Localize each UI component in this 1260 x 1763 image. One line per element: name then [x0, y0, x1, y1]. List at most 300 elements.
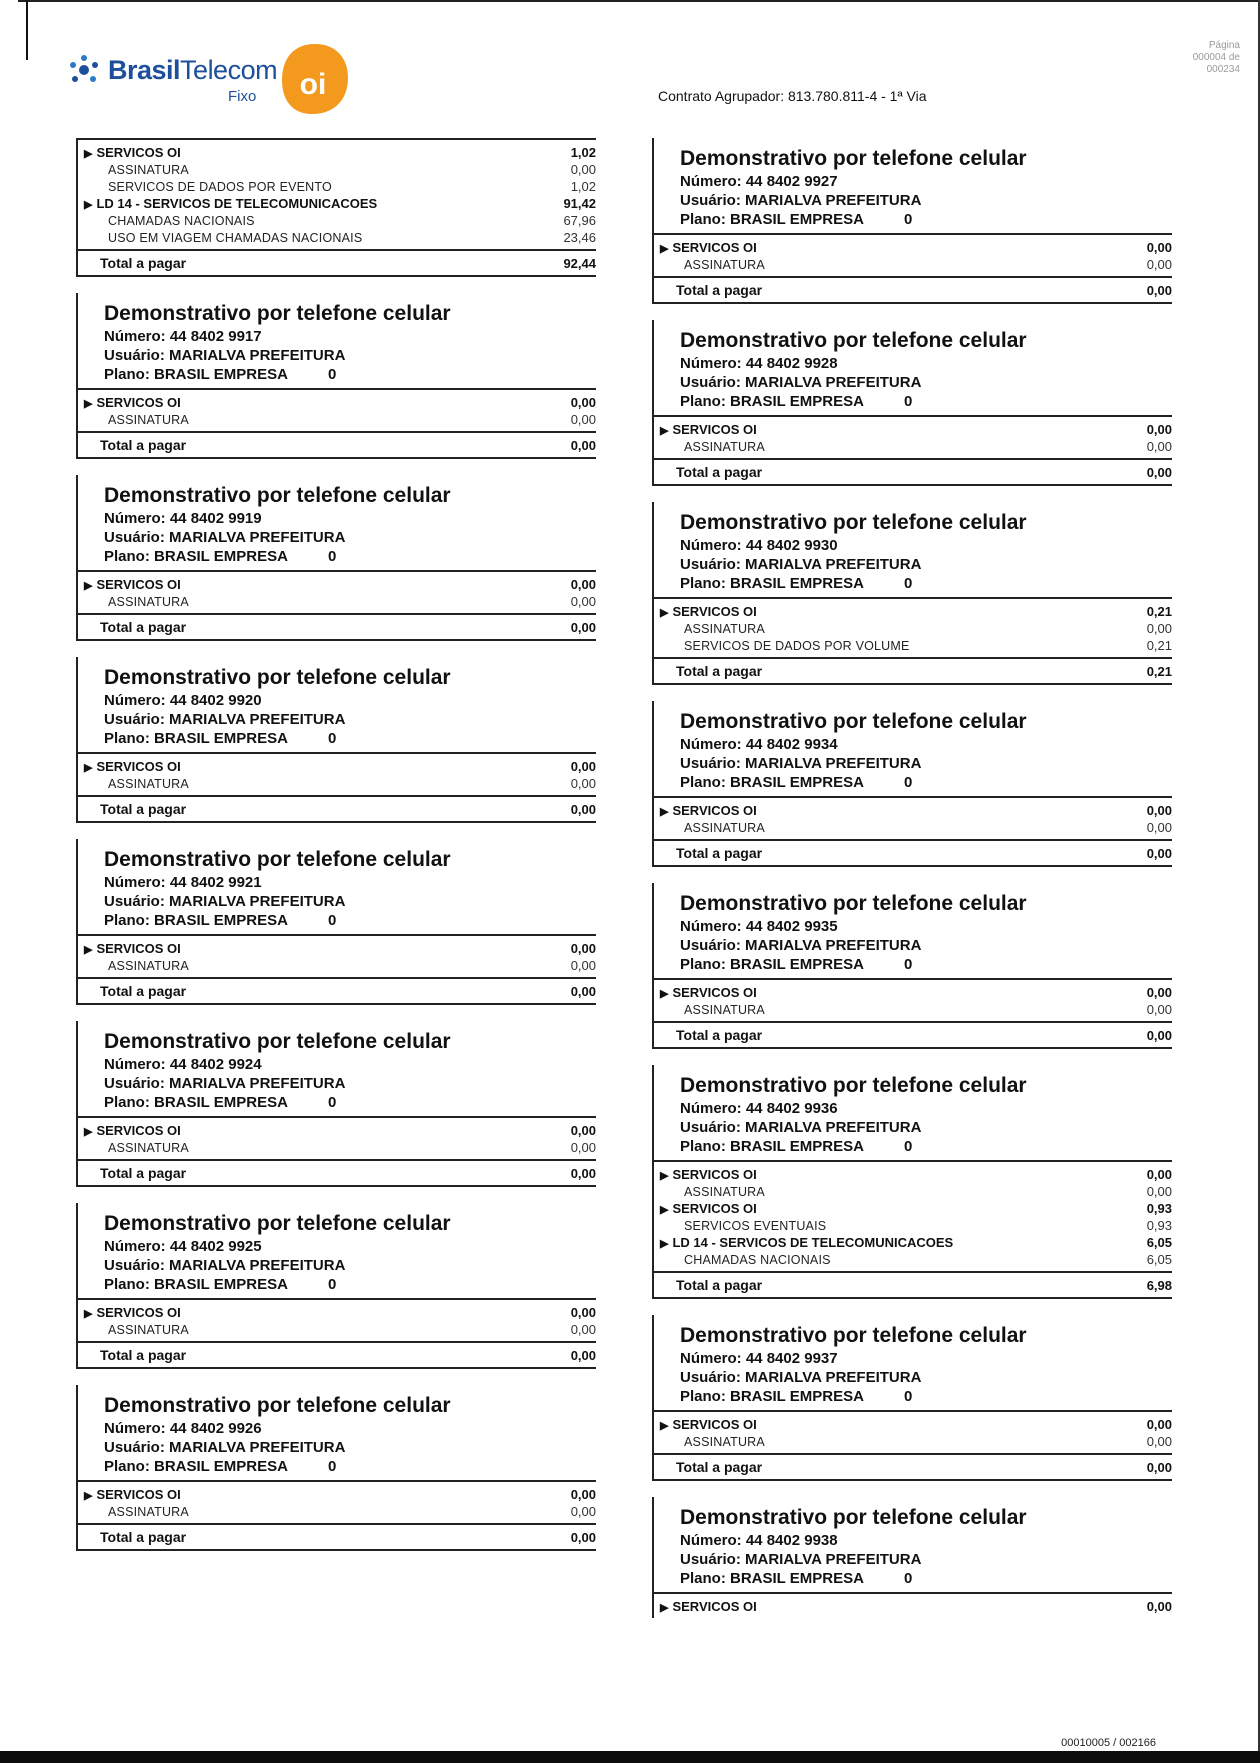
phone-number: Número: 44 8402 9920 [104, 692, 262, 709]
total-row [652, 839, 1172, 867]
statement-title: Demonstrativo por telefone celular [680, 147, 1027, 170]
scan-edge-bottom [0, 1751, 1260, 1763]
service-detail-row [84, 1138, 596, 1155]
plan-name: Plano: BRASIL EMPRESA 0 [104, 730, 337, 747]
service-amount: 0,00 [1146, 820, 1172, 835]
service-label: USO EM VIAGEM CHAMADAS NACIONAIS [108, 231, 363, 245]
total-amount: 0,00 [570, 983, 596, 999]
statement-header [652, 502, 1172, 597]
service-amount: 0,00 [1146, 1167, 1172, 1182]
service-detail-row [84, 160, 596, 177]
plan-name: Plano: BRASIL EMPRESA 0 [104, 1094, 337, 1111]
service-amount: 0,00 [1146, 1002, 1172, 1017]
total-label: Total a pagar [100, 437, 187, 453]
service-items [652, 597, 1172, 657]
service-label: ASSINATURA [684, 821, 765, 835]
total-row [76, 977, 596, 1005]
triangle-right-icon: ▶ [84, 1490, 93, 1502]
service-amount: 1,02 [570, 179, 596, 194]
user-name: Usuário: MARIALVA PREFEITURA [680, 556, 922, 573]
statement-header [76, 475, 596, 570]
service-amount: 0,00 [570, 594, 596, 609]
service-amount: 0,93 [1146, 1218, 1172, 1233]
service-amount: 0,00 [1146, 240, 1172, 255]
triangle-right-icon: ▶ [84, 1126, 93, 1138]
service-amount: 0,00 [1146, 985, 1172, 1000]
statement-header [76, 1203, 596, 1298]
statement-header [652, 320, 1172, 415]
oi-logo-text: oi [299, 68, 327, 101]
statement-header [76, 1021, 596, 1116]
statement-header [76, 293, 596, 388]
service-label: SERVICOS DE DADOS POR VOLUME [684, 639, 910, 653]
phone-statement-block [652, 320, 1172, 486]
total-label: Total a pagar [676, 282, 763, 298]
service-detail-row [84, 177, 596, 194]
total-amount: 0,00 [570, 1529, 596, 1545]
service-items [76, 138, 596, 249]
statement-title: Demonstrativo por telefone celular [104, 848, 451, 871]
phone-statement-block [76, 293, 596, 459]
service-label: ASSINATURA [684, 258, 765, 272]
triangle-right-icon: ▶ [660, 806, 669, 818]
phone-statement-block [652, 1497, 1172, 1618]
plan-name: Plano: BRASIL EMPRESA 0 [680, 1388, 913, 1405]
service-items [76, 1298, 596, 1341]
triangle-right-icon: ▶ [660, 1170, 669, 1182]
service-amount: 0,00 [570, 162, 596, 177]
service-category-row [84, 194, 596, 211]
oi-logo-icon [280, 42, 350, 116]
service-detail-row [84, 211, 596, 228]
plan-name: Plano: BRASIL EMPRESA 0 [680, 774, 913, 791]
service-amount: 0,00 [570, 1305, 596, 1320]
plan-name: Plano: BRASIL EMPRESA 0 [680, 956, 913, 973]
triangle-right-icon: ▶ [660, 243, 669, 255]
total-amount: 0,21 [1146, 663, 1172, 679]
service-amount: 0,00 [570, 1322, 596, 1337]
service-category-row [84, 1303, 596, 1320]
service-label: ASSINATURA [108, 413, 189, 427]
service-label: ASSINATURA [108, 163, 189, 177]
service-detail-row [84, 1502, 596, 1519]
service-amount: 0,00 [570, 759, 596, 774]
service-label: SERVICOS OI [672, 803, 757, 818]
service-label: SERVICOS OI [96, 941, 181, 956]
phone-number: Número: 44 8402 9919 [104, 510, 262, 527]
service-items [652, 1160, 1172, 1271]
phone-statement-block [76, 657, 596, 823]
document-code: 00010005 / 002166 [1061, 1737, 1156, 1749]
triangle-right-icon: ▶ [660, 1204, 669, 1216]
service-detail-row [660, 255, 1172, 272]
phone-statement-block [652, 701, 1172, 867]
scan-edge-left [26, 0, 28, 60]
service-label: ASSINATURA [684, 1003, 765, 1017]
total-row [652, 276, 1172, 304]
service-amount: 0,00 [1146, 1599, 1172, 1614]
service-label: SERVICOS OI [672, 1167, 757, 1182]
statement-header [76, 657, 596, 752]
service-amount: 0,00 [1146, 257, 1172, 272]
user-name: Usuário: MARIALVA PREFEITURA [680, 192, 922, 209]
total-label: Total a pagar [100, 1165, 187, 1181]
service-label: ASSINATURA [108, 595, 189, 609]
service-category-row [84, 393, 596, 410]
user-name: Usuário: MARIALVA PREFEITURA [104, 1075, 346, 1092]
service-amount: 0,00 [570, 1123, 596, 1138]
service-label: SERVICOS OI [672, 604, 757, 619]
service-amount: 0,93 [1146, 1201, 1172, 1216]
service-amount: 0,00 [570, 395, 596, 410]
service-category-row [660, 1415, 1172, 1432]
phone-statement-block [652, 883, 1172, 1049]
total-row [652, 1271, 1172, 1299]
total-row [652, 1021, 1172, 1049]
plan-name: Plano: BRASIL EMPRESA 0 [104, 912, 337, 929]
statement-header [76, 1385, 596, 1480]
service-amount: 0,21 [1146, 638, 1172, 653]
phone-number: Número: 44 8402 9937 [680, 1350, 838, 1367]
plan-name: Plano: BRASIL EMPRESA 0 [104, 548, 337, 565]
total-amount: 0,00 [1146, 282, 1172, 298]
service-label: SERVICOS OI [672, 240, 757, 255]
total-row [76, 1159, 596, 1187]
total-amount: 0,00 [570, 619, 596, 635]
phone-number: Número: 44 8402 9925 [104, 1238, 262, 1255]
statement-title: Demonstrativo por telefone celular [104, 302, 451, 325]
user-name: Usuário: MARIALVA PREFEITURA [680, 1551, 922, 1568]
service-category-row [660, 1199, 1172, 1216]
statement-header [652, 138, 1172, 233]
triangle-right-icon: ▶ [660, 1602, 669, 1614]
page-total: 000234 [1206, 64, 1240, 75]
total-row [76, 431, 596, 459]
total-row [652, 1453, 1172, 1481]
total-label: Total a pagar [676, 845, 763, 861]
plan-name: Plano: BRASIL EMPRESA 0 [680, 575, 913, 592]
statement-title: Demonstrativo por telefone celular [680, 329, 1027, 352]
service-amount: 67,96 [563, 213, 596, 228]
service-label: SERVICOS OI [96, 1123, 181, 1138]
total-row [76, 1341, 596, 1369]
service-detail-row [660, 1250, 1172, 1267]
service-amount: 0,00 [1146, 621, 1172, 636]
total-label: Total a pagar [100, 255, 187, 271]
user-name: Usuário: MARIALVA PREFEITURA [104, 711, 346, 728]
service-label: SERVICOS OI [96, 1305, 181, 1320]
statement-title: Demonstrativo por telefone celular [104, 484, 451, 507]
service-category-row [660, 420, 1172, 437]
service-amount: 1,02 [570, 145, 596, 160]
triangle-right-icon: ▶ [84, 398, 93, 410]
total-row [652, 458, 1172, 486]
phone-statement-block [76, 1203, 596, 1369]
total-label: Total a pagar [676, 1277, 763, 1293]
total-label: Total a pagar [676, 1459, 763, 1475]
service-items [652, 978, 1172, 1021]
statement-header [652, 701, 1172, 796]
service-amount: 0,00 [570, 941, 596, 956]
service-amount: 0,00 [570, 577, 596, 592]
service-items [76, 1116, 596, 1159]
service-label: ASSINATURA [108, 1505, 189, 1519]
triangle-right-icon: ▶ [84, 762, 93, 774]
total-row [76, 795, 596, 823]
phone-number: Número: 44 8402 9934 [680, 736, 838, 753]
service-detail-row [84, 1320, 596, 1337]
service-detail-row [660, 1432, 1172, 1449]
service-items [76, 1480, 596, 1523]
service-label: ASSINATURA [684, 622, 765, 636]
service-detail-row [84, 228, 596, 245]
service-amount: 0,21 [1146, 604, 1172, 619]
total-label: Total a pagar [676, 464, 763, 480]
total-label: Total a pagar [100, 983, 187, 999]
triangle-right-icon: ▶ [660, 1238, 669, 1250]
service-items [652, 415, 1172, 458]
triangle-right-icon: ▶ [84, 580, 93, 592]
service-category-row [84, 939, 596, 956]
phone-statement-block [652, 502, 1172, 685]
plan-name: Plano: BRASIL EMPRESA 0 [680, 1570, 913, 1587]
statement-title: Demonstrativo por telefone celular [104, 1394, 451, 1417]
service-detail-row [660, 1000, 1172, 1017]
service-label: CHAMADAS NACIONAIS [108, 214, 255, 228]
service-detail-row [660, 619, 1172, 636]
service-amount: 0,00 [1146, 1434, 1172, 1449]
right-column [652, 138, 1172, 1634]
phone-number: Número: 44 8402 9935 [680, 918, 838, 935]
phone-number: Número: 44 8402 9927 [680, 173, 838, 190]
total-label: Total a pagar [100, 619, 187, 635]
service-detail-row [84, 956, 596, 973]
phone-number: Número: 44 8402 9936 [680, 1100, 838, 1117]
service-category-row [660, 1597, 1172, 1614]
service-label: ASSINATURA [108, 777, 189, 791]
phone-statement-block [76, 475, 596, 641]
total-amount: 0,00 [1146, 1027, 1172, 1043]
service-category-row [84, 1121, 596, 1138]
service-items [652, 796, 1172, 839]
total-label: Total a pagar [676, 1027, 763, 1043]
plan-name: Plano: BRASIL EMPRESA 0 [104, 366, 337, 383]
service-category-row [84, 143, 596, 160]
service-detail-row [660, 818, 1172, 835]
service-amount: 0,00 [1146, 439, 1172, 454]
phone-number: Número: 44 8402 9928 [680, 355, 838, 372]
service-amount: 0,00 [570, 412, 596, 427]
service-label: SERVICOS OI [672, 422, 757, 437]
total-row [652, 657, 1172, 685]
contract-number: Contrato Agrupador: 813.780.811-4 - 1ª Via [658, 88, 927, 104]
total-amount: 6,98 [1146, 1277, 1172, 1293]
statement-title: Demonstrativo por telefone celular [680, 710, 1027, 733]
service-label: ASSINATURA [108, 1141, 189, 1155]
service-detail-row [660, 437, 1172, 454]
triangle-right-icon: ▶ [660, 1420, 669, 1432]
service-label: ASSINATURA [684, 1435, 765, 1449]
total-amount: 0,00 [1146, 1459, 1172, 1475]
service-label: SERVICOS OI [96, 145, 181, 160]
service-amount: 0,00 [570, 1504, 596, 1519]
triangle-right-icon: ▶ [84, 1308, 93, 1320]
service-items [76, 752, 596, 795]
service-amount: 0,00 [570, 1140, 596, 1155]
user-name: Usuário: MARIALVA PREFEITURA [680, 374, 922, 391]
user-name: Usuário: MARIALVA PREFEITURA [680, 755, 922, 772]
user-name: Usuário: MARIALVA PREFEITURA [104, 529, 346, 546]
service-amount: 6,05 [1146, 1235, 1172, 1250]
service-amount: 91,42 [563, 196, 596, 211]
total-amount: 0,00 [1146, 464, 1172, 480]
service-label: CHAMADAS NACIONAIS [684, 1253, 831, 1267]
triangle-right-icon: ▶ [660, 607, 669, 619]
user-name: Usuário: MARIALVA PREFEITURA [104, 893, 346, 910]
service-category-row [660, 1165, 1172, 1182]
total-label: Total a pagar [100, 801, 187, 817]
service-label: SERVICOS OI [672, 1599, 757, 1614]
service-label: SERVICOS EVENTUAIS [684, 1219, 827, 1233]
triangle-right-icon: ▶ [84, 944, 93, 956]
service-label: SERVICOS OI [96, 395, 181, 410]
brasil-telecom-logo [68, 42, 368, 122]
service-category-row [660, 602, 1172, 619]
service-amount: 0,00 [570, 776, 596, 791]
plan-name: Plano: BRASIL EMPRESA 0 [104, 1276, 337, 1293]
service-amount: 0,00 [1146, 1417, 1172, 1432]
plan-name: Plano: BRASIL EMPRESA 0 [680, 1138, 913, 1155]
service-detail-row [84, 410, 596, 427]
brand-sub: Fixo [228, 88, 257, 105]
phone-statement-block [652, 1315, 1172, 1481]
left-column [76, 138, 596, 1567]
service-category-row [660, 801, 1172, 818]
statement-title: Demonstrativo por telefone celular [104, 1212, 451, 1235]
total-amount: 92,44 [563, 255, 596, 271]
total-amount: 0,00 [570, 801, 596, 817]
service-detail-row [660, 636, 1172, 653]
page-num: 000004 de [1192, 52, 1240, 63]
plan-name: Plano: BRASIL EMPRESA 0 [680, 211, 913, 228]
page-label: Página [1208, 40, 1240, 51]
service-category-row [84, 575, 596, 592]
total-label: Total a pagar [676, 663, 763, 679]
service-amount: 0,00 [1146, 1184, 1172, 1199]
service-amount: 6,05 [1146, 1252, 1172, 1267]
user-name: Usuário: MARIALVA PREFEITURA [680, 1369, 922, 1386]
service-label: SERVICOS OI [672, 985, 757, 1000]
phone-statement-block [652, 138, 1172, 304]
statement-title: Demonstrativo por telefone celular [680, 1324, 1027, 1347]
statement-title: Demonstrativo por telefone celular [680, 511, 1027, 534]
service-amount: 23,46 [563, 230, 596, 245]
service-items [652, 233, 1172, 276]
service-category-row [84, 1485, 596, 1502]
total-amount: 0,00 [570, 1347, 596, 1363]
statement-title: Demonstrativo por telefone celular [680, 892, 1027, 915]
service-items [76, 388, 596, 431]
statement-title: Demonstrativo por telefone celular [104, 1030, 451, 1053]
statement-title: Demonstrativo por telefone celular [104, 666, 451, 689]
brasil-telecom-icon [68, 54, 100, 86]
total-row [76, 1523, 596, 1551]
triangle-right-icon: ▶ [84, 148, 93, 160]
statement-header [652, 1315, 1172, 1410]
service-label: ASSINATURA [684, 1185, 765, 1199]
service-detail-row [660, 1216, 1172, 1233]
phone-number: Número: 44 8402 9926 [104, 1420, 262, 1437]
service-label: SERVICOS OI [672, 1201, 757, 1216]
service-items [76, 934, 596, 977]
service-label: ASSINATURA [684, 440, 765, 454]
brand-name: BrasilTelecom [108, 55, 278, 85]
phone-number: Número: 44 8402 9924 [104, 1056, 262, 1073]
service-amount: 0,00 [570, 1487, 596, 1502]
user-name: Usuário: MARIALVA PREFEITURA [104, 1257, 346, 1274]
statement-header [652, 1497, 1172, 1592]
service-category-row [660, 238, 1172, 255]
triangle-right-icon: ▶ [660, 425, 669, 437]
total-amount: 0,00 [570, 1165, 596, 1181]
total-row [76, 249, 596, 277]
total-label: Total a pagar [100, 1347, 187, 1363]
user-name: Usuário: MARIALVA PREFEITURA [680, 937, 922, 954]
service-items [652, 1410, 1172, 1453]
service-category-row [660, 1233, 1172, 1250]
phone-statement-block [76, 1385, 596, 1551]
phone-number: Número: 44 8402 9917 [104, 328, 262, 345]
total-label: Total a pagar [100, 1529, 187, 1545]
phone-statement-block [76, 1021, 596, 1187]
user-name: Usuário: MARIALVA PREFEITURA [104, 1439, 346, 1456]
service-detail-row [84, 774, 596, 791]
continued-statement-block [76, 138, 596, 277]
triangle-right-icon: ▶ [84, 199, 93, 211]
service-label: ASSINATURA [108, 959, 189, 973]
service-amount: 0,00 [570, 958, 596, 973]
plan-name: Plano: BRASIL EMPRESA 0 [104, 1458, 337, 1475]
service-label: LD 14 - SERVICOS DE TELECOMUNICACOES [672, 1235, 954, 1250]
statement-header [76, 839, 596, 934]
statement-title: Demonstrativo por telefone celular [680, 1506, 1027, 1529]
service-detail-row [84, 592, 596, 609]
phone-statement-block [76, 839, 596, 1005]
service-label: SERVICOS OI [96, 1487, 181, 1502]
service-category-row [660, 983, 1172, 1000]
statement-header [652, 883, 1172, 978]
service-label: LD 14 - SERVICOS DE TELECOMUNICACOES [96, 196, 378, 211]
phone-statement-block [652, 1065, 1172, 1299]
service-label: SERVICOS DE DADOS POR EVENTO [108, 180, 332, 194]
service-category-row [84, 757, 596, 774]
phone-number: Número: 44 8402 9930 [680, 537, 838, 554]
phone-number: Número: 44 8402 9921 [104, 874, 262, 891]
service-label: ASSINATURA [108, 1323, 189, 1337]
statement-title: Demonstrativo por telefone celular [680, 1074, 1027, 1097]
user-name: Usuário: MARIALVA PREFEITURA [680, 1119, 922, 1136]
service-amount: 0,00 [1146, 422, 1172, 437]
scan-edge-top [18, 0, 1258, 2]
service-items [652, 1592, 1172, 1618]
phone-number: Número: 44 8402 9938 [680, 1532, 838, 1549]
service-items [76, 570, 596, 613]
service-label: SERVICOS OI [672, 1417, 757, 1432]
user-name: Usuário: MARIALVA PREFEITURA [104, 347, 346, 364]
service-detail-row [660, 1182, 1172, 1199]
triangle-right-icon: ▶ [660, 988, 669, 1000]
service-amount: 0,00 [1146, 803, 1172, 818]
